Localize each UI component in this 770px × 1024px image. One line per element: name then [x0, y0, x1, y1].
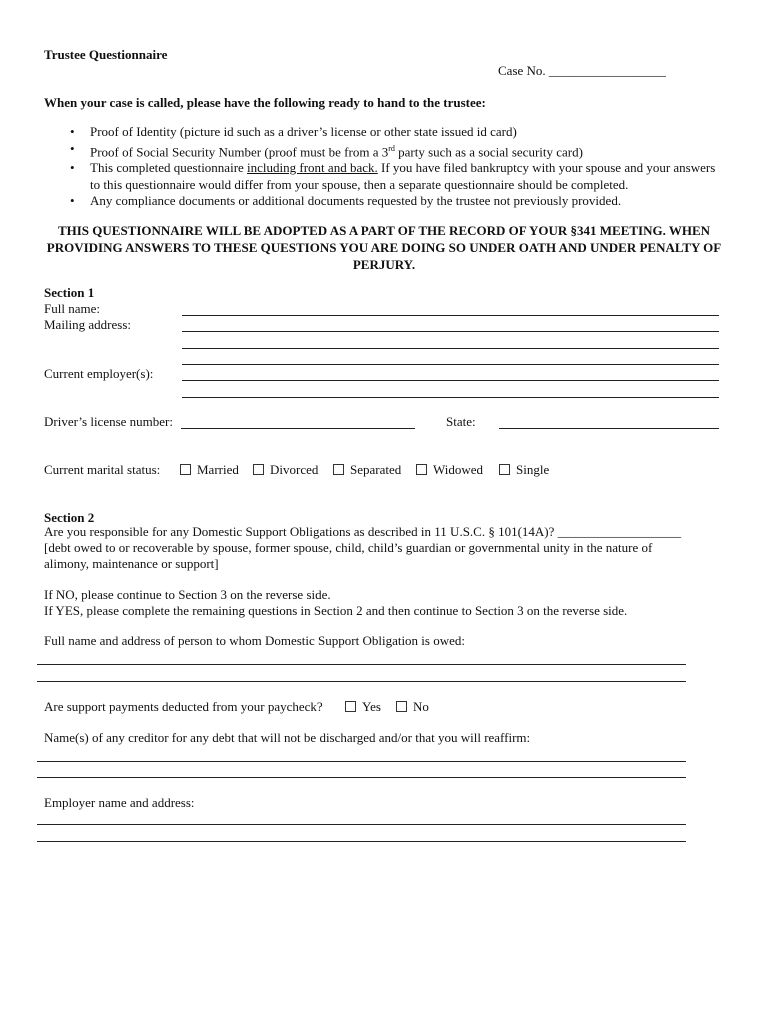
deducted-option-yes[interactable]: Yes — [345, 699, 381, 715]
requirements-list — [70, 124, 720, 210]
dso-definition-2: alimony, maintenance or support] — [44, 556, 219, 571]
checkbox-icon[interactable] — [345, 701, 356, 712]
creditor-label: Name(s) of any creditor for any debt that will not be discharged and/or that you will reaffirm: — [44, 730, 531, 745]
owed-to-line-1[interactable] — [37, 664, 686, 665]
checkbox-icon[interactable] — [499, 464, 510, 475]
employer-address-line-1[interactable] — [37, 824, 686, 825]
creditor-line-1[interactable] — [37, 761, 686, 762]
marital-option-separated[interactable]: Separated — [333, 462, 401, 478]
state-label: State: — [446, 414, 476, 429]
employer-address-label: Employer name and address: — [44, 795, 195, 810]
mailing-address-line-3[interactable] — [182, 364, 719, 365]
if-yes-instruction: If YES, please complete the remaining questions in Section 2 and then continue to Section 3 on the reverse side. — [44, 603, 628, 618]
list-item: • This completed questionnaire including front and back. If you have filed bankruptcy with your spouse and your answers to this questionnaire would differ from your spouse, then a separate questionnaire should be completed. — [70, 160, 720, 193]
checkbox-icon[interactable] — [416, 464, 427, 475]
employer-line-1[interactable] — [182, 380, 719, 381]
state-line[interactable] — [499, 428, 719, 429]
oath-warning: THIS QUESTIONNAIRE WILL BE ADOPTED AS A PART OF THE RECORD OF YOUR §341 MEETING. WHEN PROVIDING ANSWERS TO THESE QUESTIONS YOU ARE DOING SO UNDER OATH AND UNDER PENALTY OF PERJURY. — [46, 223, 722, 272]
full-name-line[interactable] — [182, 315, 719, 316]
deducted-option-no[interactable]: No — [396, 699, 429, 715]
section1-heading: Section 1 — [44, 285, 95, 300]
list-item: • Proof of Identity (picture id such as a driver’s license or other state issued id card) — [70, 124, 720, 141]
marital-status-label: Current marital status: — [44, 462, 161, 477]
mailing-address-line-2[interactable] — [182, 348, 719, 349]
case-number-field[interactable]: Case No. __________________ — [498, 63, 666, 78]
checkbox-icon[interactable] — [253, 464, 264, 475]
full-name-label: Full name: — [44, 301, 100, 316]
marital-option-widowed[interactable]: Widowed — [416, 462, 483, 478]
instruction-text: When your case is called, please have the following ready to hand to the trustee: — [44, 95, 486, 110]
checkbox-icon[interactable] — [180, 464, 191, 475]
mailing-address-label: Mailing address: — [44, 317, 132, 332]
owed-to-label: Full name and address of person to whom Domestic Support Obligation is owed: — [44, 633, 466, 648]
drivers-license-label: Driver’s license number: — [44, 414, 173, 429]
list-item: • Any compliance documents or additional documents requested by the trustee not previously provided. — [70, 193, 720, 210]
marital-option-married[interactable]: Married — [180, 462, 239, 478]
list-item: • Proof of Social Security Number (proof must be from a 3rd party such as a social security card) — [70, 141, 720, 161]
creditor-line-2[interactable] — [37, 777, 686, 778]
deducted-question: Are support payments deducted from your paycheck? — [44, 699, 323, 714]
dso-question: Are you responsible for any Domestic Support Obligations as described in 11 U.S.C. § 101(14A)? ___________________ — [44, 524, 682, 539]
employer-address-line-2[interactable] — [37, 841, 686, 842]
mailing-address-line-1[interactable] — [182, 331, 719, 332]
checkbox-icon[interactable] — [396, 701, 407, 712]
employer-line-2[interactable] — [182, 397, 719, 398]
checkbox-icon[interactable] — [333, 464, 344, 475]
section2-heading: Section 2 — [44, 510, 95, 525]
drivers-license-line[interactable] — [181, 428, 415, 429]
marital-option-single[interactable]: Single — [499, 462, 549, 478]
if-no-instruction: If NO, please continue to Section 3 on the reverse side. — [44, 587, 331, 602]
marital-option-divorced[interactable]: Divorced — [253, 462, 318, 478]
page-title: Trustee Questionnaire — [44, 47, 168, 62]
owed-to-line-2[interactable] — [37, 681, 686, 682]
employer-label: Current employer(s): — [44, 366, 154, 381]
dso-definition-1: [debt owed to or recoverable by spouse, former spouse, child, child’s guardian or governmental unity in the nature of — [44, 540, 653, 555]
